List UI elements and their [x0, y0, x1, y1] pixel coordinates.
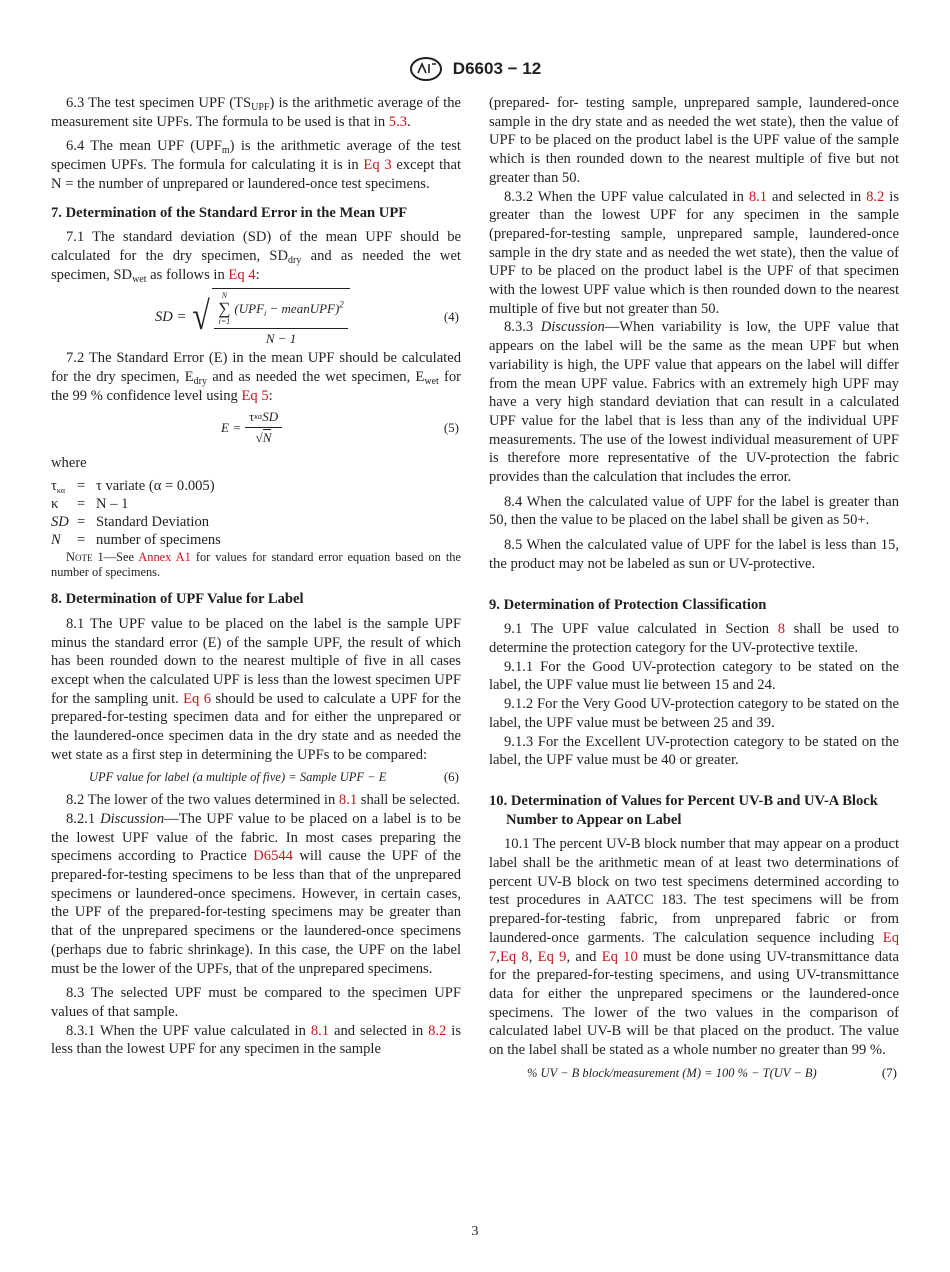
section-10-heading: 10. Determination of Values for Percent UV-B and UV-A Block Number to Appear on Label [489, 792, 878, 828]
definition-symbol: N [51, 532, 61, 549]
page-number: 3 [471, 1224, 479, 1239]
note-label: Note [66, 550, 93, 565]
text-run: shall be selected. [357, 792, 461, 809]
cross-reference-link[interactable]: 8.2 [428, 1022, 447, 1039]
eq6-text: UPF value for label (a multiple of five) = Sample UPF − E [89, 770, 387, 785]
text-run: is less than the lowest UPF for any specimen in the sample [51, 1022, 461, 1058]
text-run: 8.3 The selected UPF must be compared to the specimen UPF values of that sample. [51, 985, 461, 1020]
text-run: 9.1.2 For the Very Good UV-protection category to be stated on the label, the UPF value must be between 25 and 39. [489, 696, 899, 731]
definition-row [51, 495, 461, 513]
section-9-heading: 9. Determination of Protection Classification [489, 596, 767, 613]
paragraph-8-3 [51, 984, 461, 1021]
text-run: 1—See [92, 550, 139, 565]
definition-symbol: SD [51, 514, 69, 531]
text-run: —The UPF value to be placed on a label is to be the lowest UPF value of the fabric. In most cases preparing the specimens according to Practice [51, 810, 461, 865]
text-run: , [496, 948, 500, 965]
cross-reference-link[interactable]: 8.1 [310, 1022, 330, 1039]
paragraph-7-1 [51, 228, 461, 284]
sum-upper-limit: N [221, 291, 228, 301]
sqrt-icon: √ [255, 430, 263, 446]
definition-row [51, 513, 461, 531]
eq7-text: % UV − B block/measurement (M) = 100 % − T(UV − B) [527, 1065, 817, 1080]
paragraph-8-3-1 [51, 1022, 461, 1059]
eq4-lhs: SD = [155, 309, 187, 326]
text-run: 7.1 The standard deviation (SD) of the mean UPF should be calculated for the dry specimen, SD [51, 229, 461, 264]
text-run: 8.2.1 [66, 810, 101, 827]
text-run: 8.2 The lower of the two values determined in [66, 792, 339, 809]
text-run: 8.5 When the calculated value of UPF for the label is less than 15, the product may not be labeled as sun or UV-protective. [489, 537, 899, 572]
paragraph-9-1-1 [489, 658, 899, 695]
eq5-fraction [245, 409, 282, 446]
cross-reference-link[interactable]: Eq 3 [363, 157, 392, 174]
text-run: for values for standard error equation based on the number of specimens. [51, 550, 461, 580]
paragraph-6-3 [51, 94, 461, 131]
paragraph-6-4 [51, 137, 461, 193]
text-run: 8.1 The UPF value to be placed on the label is the sample UPF minus the standard error (E) of the sample UPF, the result of which has been rounded down to the nearest multiple of five in all cases except when the calculated UPF is less than the lowest specimen UPF for the sampling unit. [51, 615, 461, 707]
equation-5 [51, 409, 461, 446]
paragraph-8-3-3 [489, 318, 899, 486]
cross-reference-link[interactable]: 8.1 [748, 188, 768, 205]
eq5-number: (5) [443, 419, 459, 435]
note-1 [51, 550, 461, 580]
cross-reference-link[interactable]: 8.2 [866, 188, 885, 205]
text-run: and as needed the wet specimen, SD [51, 247, 461, 283]
paragraph-8-1 [51, 615, 461, 765]
text-run: and selected in [767, 188, 867, 205]
text-run: : [268, 387, 273, 404]
sqrt-icon: √ [192, 293, 211, 339]
definition-symbol: κ [51, 496, 59, 513]
paragraph-8-4 [489, 493, 899, 530]
equation-6 [51, 768, 461, 787]
cross-reference-link[interactable]: 8.1 [338, 792, 358, 809]
text-run: ) is the arithmetic average of the measurement site UPFs. The formula to be used is that in [51, 95, 462, 130]
text-run: . [407, 113, 411, 130]
paragraph-8-2 [51, 791, 461, 810]
definition-equals: = [77, 514, 86, 531]
text-run: , [528, 948, 538, 965]
text-run: 9.1.1 For the Good UV-protection category to be stated on the label, the UPF value must lie between 15 and 24. [489, 658, 899, 694]
cross-reference-link[interactable]: Eq 4 [228, 266, 256, 283]
text-run: 8.3.2 When the UPF value calculated in [504, 188, 749, 205]
definition-row [51, 531, 461, 549]
eq6-number: (6) [443, 769, 459, 785]
equation-4 [51, 288, 461, 347]
definition-text: τ variate (α = 0.005) [96, 478, 215, 495]
text-run: for the 99 % confidence level using [51, 369, 461, 404]
subscript: dry [193, 376, 208, 388]
cross-reference-link[interactable]: Eq 10 [601, 948, 638, 965]
italic-term: Discussion [540, 319, 605, 336]
subscript: wet [132, 273, 147, 285]
text-run: —When variability is low, the UPF value that appears on the label will be the same as the mean UPF but when variability is high, the UPF value that appears on the label will differ from the mean UPF value. Fabrics with an extremely high UPF may have a very high standard deviation that can result in a calculated UPF value for the label that is less than any of the individual UPF measurements. The use of the lowest individual measurement of UPF is therefore more representative of the UV-protection the fabric provides than the calculation that includes the error. [489, 319, 899, 486]
subscript: UPF [251, 102, 270, 113]
cross-reference-link[interactable]: Annex A1 [138, 550, 191, 565]
cross-reference-link[interactable]: Eq 6 [183, 690, 212, 707]
eq4-denominator: N − 1 [265, 331, 297, 347]
eq5-denominator: √N [255, 430, 272, 446]
definition-text: number of specimens [96, 532, 221, 549]
text-run: must be done using UV-transmittance data for the prepared-for-testing specimens, and using UV-transmittance data for either the unprepared specimens or the laundered-once specimens. The lower of the two values in the comparison of calculated label UV-B will be that placed on the product. The value on the label shall be stated as a whole number no greater than 99 %. [489, 948, 899, 1059]
text-run: (prepared- for- testing sample, unprepared sample, laundered-once sample in the dry state and as needed the wet state), then the value of UPF to be placed on the product label is the UPF value of the sample which is then rounded down to the nearest multiple of five but not greater than 50. [489, 95, 899, 186]
text-run: 9.1 The UPF value calculated in Section [504, 621, 778, 638]
page-header [0, 56, 950, 82]
text-run: 7.2 The Standard Error (E) in the mean UPF should be calculated for the dry specimen, E [51, 350, 461, 386]
eq5-numerator: τ κα SD [245, 409, 282, 428]
paragraph-8-3-2 [489, 188, 899, 319]
text-run: as follows in [146, 266, 229, 283]
text-run: 6.4 The mean UPF (UPF [66, 138, 222, 155]
definition-text: Standard Deviation [96, 514, 210, 531]
section-8-heading: 8. Determination of UPF Value for Label [51, 591, 304, 608]
where-label: where [51, 455, 87, 472]
text-run: 9.1.3 For the Excellent UV-protection category to be stated on the label, the UPF value must be 40 or greater. [489, 733, 899, 769]
definition-equals: = [77, 532, 86, 549]
text-run: 8.3.1 When the UPF value calculated in [66, 1022, 311, 1039]
definition-row [51, 477, 461, 495]
variable-definitions [51, 477, 461, 549]
equation-7 [489, 1064, 899, 1083]
text-run: except that N = the number of unprepared or laundered-once test specimens. [51, 157, 461, 192]
eq4-numerator [214, 291, 348, 329]
text-run: will cause the UPF of the prepared-for-testing specimens to be less than that of the unprepared specimens or laundered-once specimens. However, in certain cases, the UPF of the prepared-for-testing specimens may be greater than that of the unprepared specimens or the laundered-once specimens (perhaps due to fabric shrinkage). In this case, the UPF on the label must be the lower of the UPFs, that of the unprepared specimens. [51, 848, 462, 977]
italic-term: Discussion [100, 810, 165, 827]
text-run: , and [566, 948, 602, 965]
text-run: : [255, 266, 260, 283]
sum-lower-limit: i=1 [218, 317, 231, 327]
sigma-icon: ∑ [218, 299, 231, 319]
text-run: and selected in [329, 1022, 429, 1039]
text-run: shall be used to determine the protection category for the UV-protective textile. [489, 621, 899, 656]
cross-reference-link[interactable]: Eq 7 [489, 929, 899, 965]
right-column [489, 94, 899, 1086]
text-run: 10.1 The percent UV-B block number that may appear on a product label shall be the arithmetic mean of at least two determinations of percent UV-B block on two test specimens determined according to test procedures in AATCC 183. The test specimens will be from prepared-for-testing fabric, from unprepared fabric or from laundered-once garments. The calculation sequence including [489, 836, 899, 946]
cross-reference-link[interactable]: D6544 [253, 848, 293, 865]
eq7-number: (7) [881, 1064, 897, 1080]
cross-reference-link[interactable]: 5.3 [388, 113, 408, 130]
eq4-number: (4) [443, 309, 459, 325]
text-run: 6.3 The test specimen UPF (TS [66, 95, 252, 111]
eq4-numerator-text: ($UPF_i$ − meanUPF)$^2$ [234, 299, 344, 318]
paragraph-8-2-1 [51, 810, 461, 978]
cross-reference-link[interactable]: 8 [777, 621, 786, 638]
cross-reference-link[interactable]: Eq 5 [241, 387, 269, 404]
subscript: wet [424, 376, 439, 388]
subscript: m [221, 145, 230, 157]
paragraph-10-1 [489, 835, 899, 1059]
text-run: 8.4 When the calculated value of UPF for the label is greater than 50, then the value to be placed on the label shall be given as 50+. [489, 493, 899, 529]
subscript: dry [288, 254, 302, 266]
paragraph-7-2 [51, 349, 461, 405]
eq4-fraction [214, 291, 348, 347]
text-run: is greater than the lowest UPF for any specimen in the sample (prepared-for-testing sample, unprepared sample, laundered-once sample in the dry state and as needed the wet state), then the value of UPF to be placed on the product label is the UPF of that specimen with the lowest UPF value which is then rounded down to the nearest multiple of five but not greater than 50. [489, 188, 899, 317]
summation [218, 291, 230, 326]
definition-text: N – 1 [96, 496, 129, 513]
eq4-radical [190, 288, 349, 347]
eq5-lhs: E = [221, 419, 241, 435]
paragraph-9-1-2 [489, 695, 899, 732]
paragraph-9-1-3 [489, 733, 899, 770]
paragraph-8-3-1-continued [489, 94, 899, 188]
cross-reference-link[interactable]: Eq 9 [537, 948, 567, 965]
definition-equals: = [77, 478, 86, 495]
cross-reference-link[interactable]: Eq 8 [499, 948, 529, 965]
definition-symbol: $\tau_{\kappa\alpha}$ [51, 478, 66, 496]
paragraph-8-5 [489, 536, 899, 573]
text-run: 8.3.3 [504, 319, 541, 336]
definition-equals: = [77, 496, 86, 513]
section-7-heading: 7. Determination of the Standard Error in the Mean UPF [51, 204, 408, 221]
left-column [51, 94, 461, 1059]
document-code: D6603 − 12 [452, 59, 542, 78]
text-run: should be used to calculate a UPF for the prepared-for-testing specimen data and for either the unprepared or the laundered-once specimen data in the dry state and as needed the wet state as a first step in determining the UPFs to be compared: [51, 690, 461, 763]
paragraph-9-1 [489, 620, 899, 657]
text-run: ) is the arithmetic average of the test specimen UPFs. The formula for calculating it is in [51, 138, 461, 174]
astm-logo-icon [409, 56, 443, 82]
text-run: and as needed the wet specimen, E [207, 369, 425, 386]
